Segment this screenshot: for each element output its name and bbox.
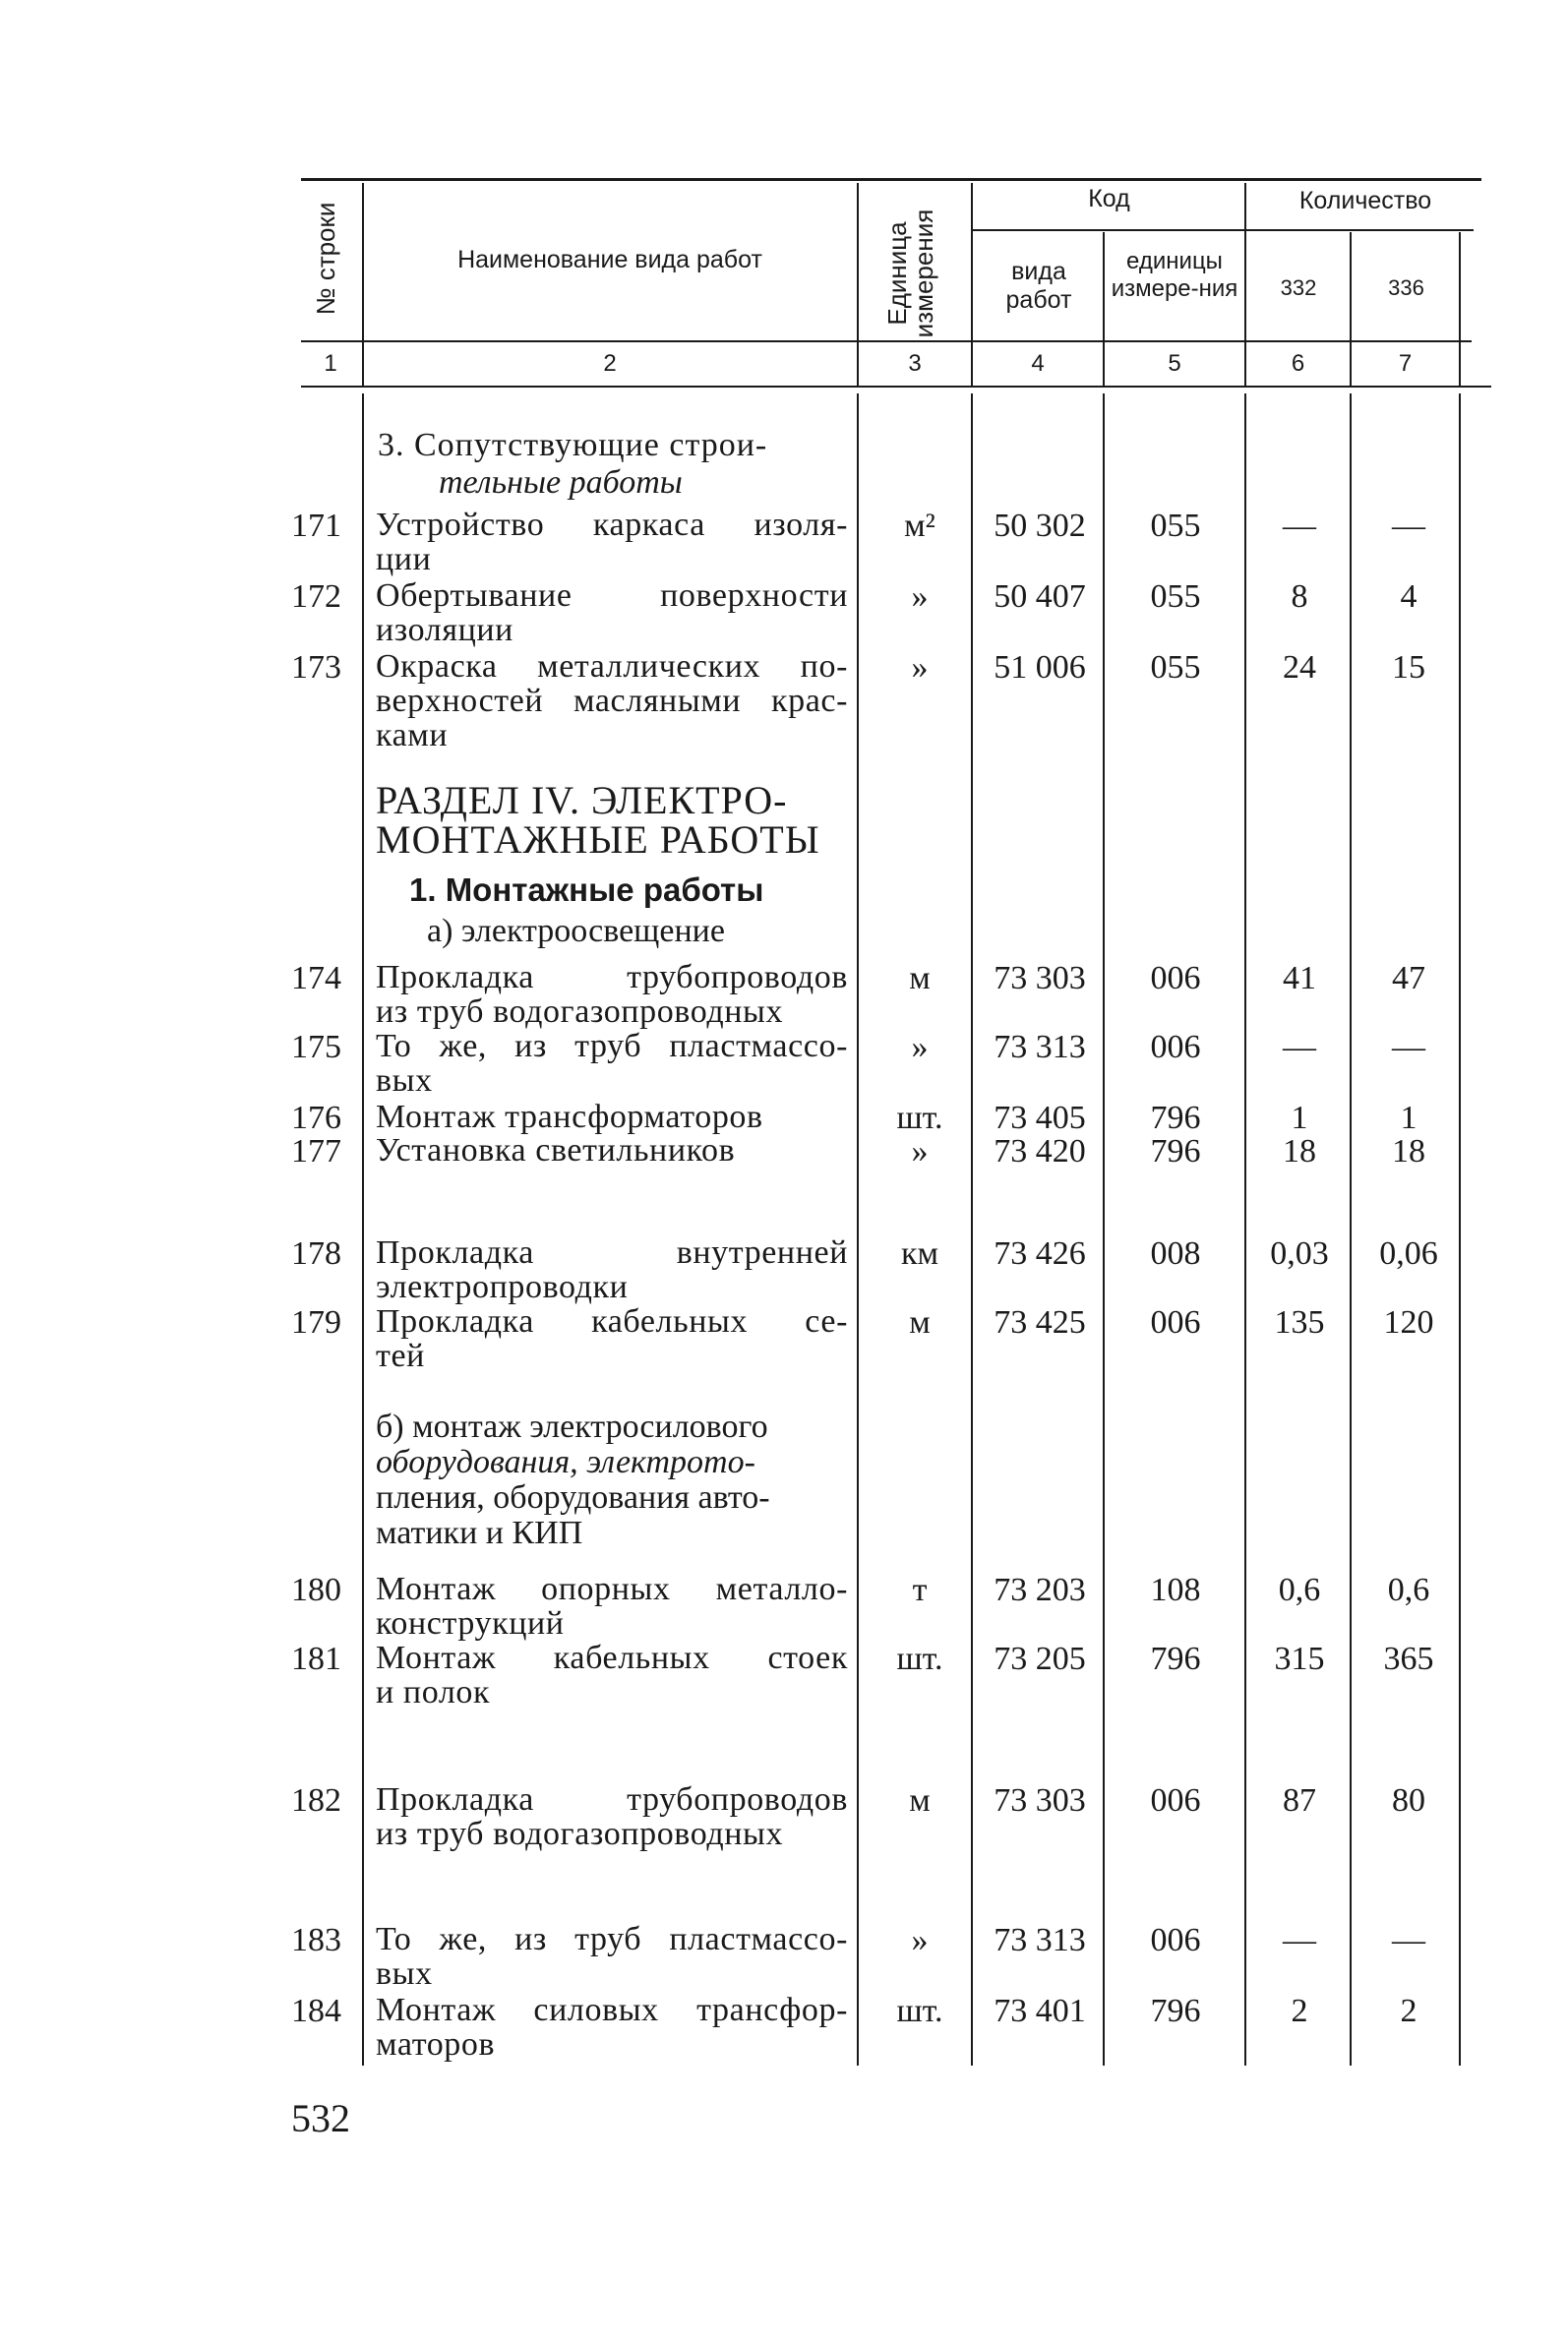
row-name-line: То же, из труб пластмассо- <box>376 1028 848 1064</box>
column-number: 6 <box>1291 350 1305 377</box>
row-unit: » <box>911 578 929 615</box>
row-unit-code: 006 <box>1150 960 1201 996</box>
row-unit: т <box>912 1572 928 1608</box>
row-name-line: Монтаж силовых трансфор- <box>376 1992 848 2028</box>
row-name-line: Прокладка трубопроводов <box>376 959 848 995</box>
row-work-code: 73 420 <box>994 1133 1086 1170</box>
column-number: 7 <box>1398 350 1413 377</box>
row-name-line: Устройство каркаса изоля- <box>376 507 848 543</box>
section-4-title-line1: РАЗДЕЛ IV. ЭЛЕКТРО- <box>376 778 788 822</box>
row-name-line: Обертывание поверхности <box>376 577 848 614</box>
row-quantity-332: 315 <box>1274 1641 1325 1677</box>
row-number: 182 <box>291 1782 341 1819</box>
section-4-title-line2: МОНТАЖНЫЕ РАБОТЫ <box>376 817 820 862</box>
row-unit-code: 796 <box>1150 1133 1201 1170</box>
column-number: 5 <box>1168 350 1181 377</box>
row-quantity-332: — <box>1283 508 1316 544</box>
row-name-line: и полок <box>376 1674 491 1711</box>
row-unit-code: 055 <box>1150 649 1201 686</box>
row-unit: шт. <box>896 1641 943 1677</box>
row-quantity-336: — <box>1392 1922 1425 1958</box>
row-name-line: маторов <box>376 2026 496 2063</box>
row-name-line: вых <box>376 1955 433 1992</box>
row-quantity-332: 8 <box>1291 578 1308 615</box>
row-work-code: 51 006 <box>994 649 1086 686</box>
row-number: 174 <box>291 960 341 996</box>
subsection-b-line: пления, оборудования авто- <box>376 1479 770 1516</box>
row-quantity-336: 365 <box>1383 1641 1434 1677</box>
row-name-line: Прокладка трубопроводов <box>376 1781 848 1818</box>
header-code-work: вида работ <box>1005 258 1072 314</box>
row-unit-code: 055 <box>1150 508 1201 544</box>
row-number: 184 <box>291 1993 341 2029</box>
row-quantity-332: 1 <box>1291 1100 1308 1136</box>
row-quantity-332: 135 <box>1274 1304 1325 1341</box>
row-work-code: 73 303 <box>994 1782 1086 1819</box>
row-quantity-336: 15 <box>1392 649 1425 686</box>
header-top-rule <box>301 178 1481 181</box>
row-name-line: Монтаж опорных металло- <box>376 1571 848 1607</box>
row-quantity-336: 18 <box>1392 1133 1425 1170</box>
row-quantity-336: — <box>1392 508 1425 544</box>
header-vline <box>1459 232 1461 386</box>
row-work-code: 73 426 <box>994 1235 1086 1272</box>
row-number: 171 <box>291 508 341 544</box>
row-quantity-332: 41 <box>1283 960 1316 996</box>
row-quantity-336: 4 <box>1400 578 1417 615</box>
row-name-line: из труб водогазопроводных <box>376 993 784 1030</box>
row-quantity-332: 24 <box>1283 649 1316 686</box>
row-unit: м² <box>904 508 935 544</box>
row-unit-code: 006 <box>1150 1782 1201 1819</box>
row-number: 172 <box>291 578 341 615</box>
row-quantity-336: 1 <box>1400 1100 1417 1136</box>
row-name-line: Монтаж трансформаторов <box>376 1099 763 1135</box>
row-name-line: изоляции <box>376 612 513 648</box>
subsection-b-line: б) монтаж электросилового <box>376 1409 768 1445</box>
header-unit: Единица измерения <box>882 209 939 338</box>
row-work-code: 73 405 <box>994 1100 1086 1136</box>
row-name-line: ции <box>376 541 432 577</box>
body-vline <box>1350 393 1352 2066</box>
row-work-code: 50 407 <box>994 578 1086 615</box>
row-name-line: из труб водогазопроводных <box>376 1816 784 1852</box>
section-3-title-line1: 3. Сопутствующие строи- <box>378 427 768 463</box>
row-name-line: конструкций <box>376 1605 565 1642</box>
header-quantity-group: Количество <box>1298 187 1432 214</box>
row-name-line: электропроводки <box>376 1269 629 1305</box>
subsection-b-line: матики и КИП <box>376 1515 583 1551</box>
row-unit: » <box>911 649 929 686</box>
page-number: 532 <box>291 2096 350 2140</box>
row-unit: м <box>909 1304 931 1341</box>
row-number: 179 <box>291 1304 341 1341</box>
row-unit: шт. <box>896 1100 943 1136</box>
subsection-a-title: а) электроосвещение <box>427 913 725 949</box>
row-number: 181 <box>291 1641 341 1677</box>
subsection-b-line: оборудования, электрото- <box>376 1444 755 1480</box>
row-number: 180 <box>291 1572 341 1608</box>
row-unit: км <box>900 1235 939 1272</box>
row-work-code: 73 203 <box>994 1572 1086 1608</box>
column-number: 4 <box>1031 350 1045 377</box>
row-unit-code: 006 <box>1150 1922 1201 1958</box>
row-number: 177 <box>291 1133 341 1170</box>
row-unit: » <box>911 1029 929 1065</box>
row-unit-code: 796 <box>1150 1100 1201 1136</box>
row-work-code: 73 313 <box>994 1029 1086 1065</box>
row-work-code: 50 302 <box>994 508 1086 544</box>
row-unit: м <box>909 960 931 996</box>
row-quantity-336: 2 <box>1400 1993 1417 2029</box>
row-name-line: Монтаж кабельных стоек <box>376 1640 848 1676</box>
body-vline <box>362 393 364 2066</box>
row-work-code: 73 313 <box>994 1922 1086 1958</box>
row-name-line: Окраска металлических по- <box>376 648 848 685</box>
row-number: 173 <box>291 649 341 686</box>
header-subgroup-rule <box>972 229 1474 231</box>
row-number: 178 <box>291 1235 341 1272</box>
row-name-line: Прокладка внутренней <box>376 1234 848 1271</box>
row-number: 183 <box>291 1922 341 1958</box>
row-unit-code: 006 <box>1150 1029 1201 1065</box>
row-name-line: Установка светильников <box>376 1132 736 1169</box>
header-row-number: № строки <box>311 202 340 316</box>
header-code-group: Код <box>1088 185 1130 212</box>
row-name-line: вых <box>376 1062 433 1099</box>
row-quantity-332: 0,6 <box>1278 1572 1321 1608</box>
row-unit-code: 008 <box>1150 1235 1201 1272</box>
row-name-line: ками <box>376 717 449 753</box>
row-quantity-336: 47 <box>1392 960 1425 996</box>
row-work-code: 73 425 <box>994 1304 1086 1341</box>
row-unit-code: 796 <box>1150 1641 1201 1677</box>
header-quantity-332: 332 <box>1280 275 1317 300</box>
row-quantity-332: 0,03 <box>1270 1235 1329 1272</box>
row-work-code: 73 401 <box>994 1993 1086 2029</box>
row-unit: » <box>911 1922 929 1958</box>
row-number: 175 <box>291 1029 341 1065</box>
section-3-title-line2: тельные работы <box>439 464 683 501</box>
row-name-line: тей <box>376 1338 425 1374</box>
row-name-line: То же, из труб пластмассо- <box>376 1921 848 1957</box>
header-numbers-rule <box>301 386 1491 388</box>
row-quantity-332: 2 <box>1291 1993 1308 2029</box>
row-quantity-336: — <box>1392 1029 1425 1065</box>
row-quantity-332: — <box>1283 1029 1316 1065</box>
subsection-1-title: 1. Монтажные работы <box>409 871 764 908</box>
row-quantity-336: 120 <box>1383 1304 1434 1341</box>
row-unit-code: 006 <box>1150 1304 1201 1341</box>
body-vline <box>1103 393 1105 2066</box>
row-quantity-336: 80 <box>1392 1782 1425 1819</box>
header-code-unit: единицы измере-ния <box>1111 248 1238 302</box>
row-work-code: 73 303 <box>994 960 1086 996</box>
header-quantity-336: 336 <box>1388 275 1424 300</box>
row-quantity-336: 0,6 <box>1387 1572 1430 1608</box>
row-quantity-332: 87 <box>1283 1782 1316 1819</box>
row-quantity-336: 0,06 <box>1379 1235 1438 1272</box>
row-work-code: 73 205 <box>994 1641 1086 1677</box>
row-unit: м <box>909 1782 931 1819</box>
header-work-name: Наименование вида работ <box>457 246 762 273</box>
body-vline <box>857 393 859 2066</box>
row-unit-code: 796 <box>1150 1993 1201 2029</box>
row-quantity-332: — <box>1283 1922 1316 1958</box>
row-unit: шт. <box>896 1993 943 2029</box>
row-unit-code: 108 <box>1150 1572 1201 1608</box>
column-number: 1 <box>324 350 337 377</box>
row-quantity-332: 18 <box>1283 1133 1316 1170</box>
row-unit-code: 055 <box>1150 578 1201 615</box>
row-number: 176 <box>291 1100 341 1136</box>
row-name-line: верхностей масляными крас- <box>376 683 848 719</box>
column-number: 3 <box>908 350 922 377</box>
column-number: 2 <box>603 350 617 377</box>
row-name-line: Прокладка кабельных се- <box>376 1303 848 1340</box>
row-unit: » <box>911 1133 929 1170</box>
